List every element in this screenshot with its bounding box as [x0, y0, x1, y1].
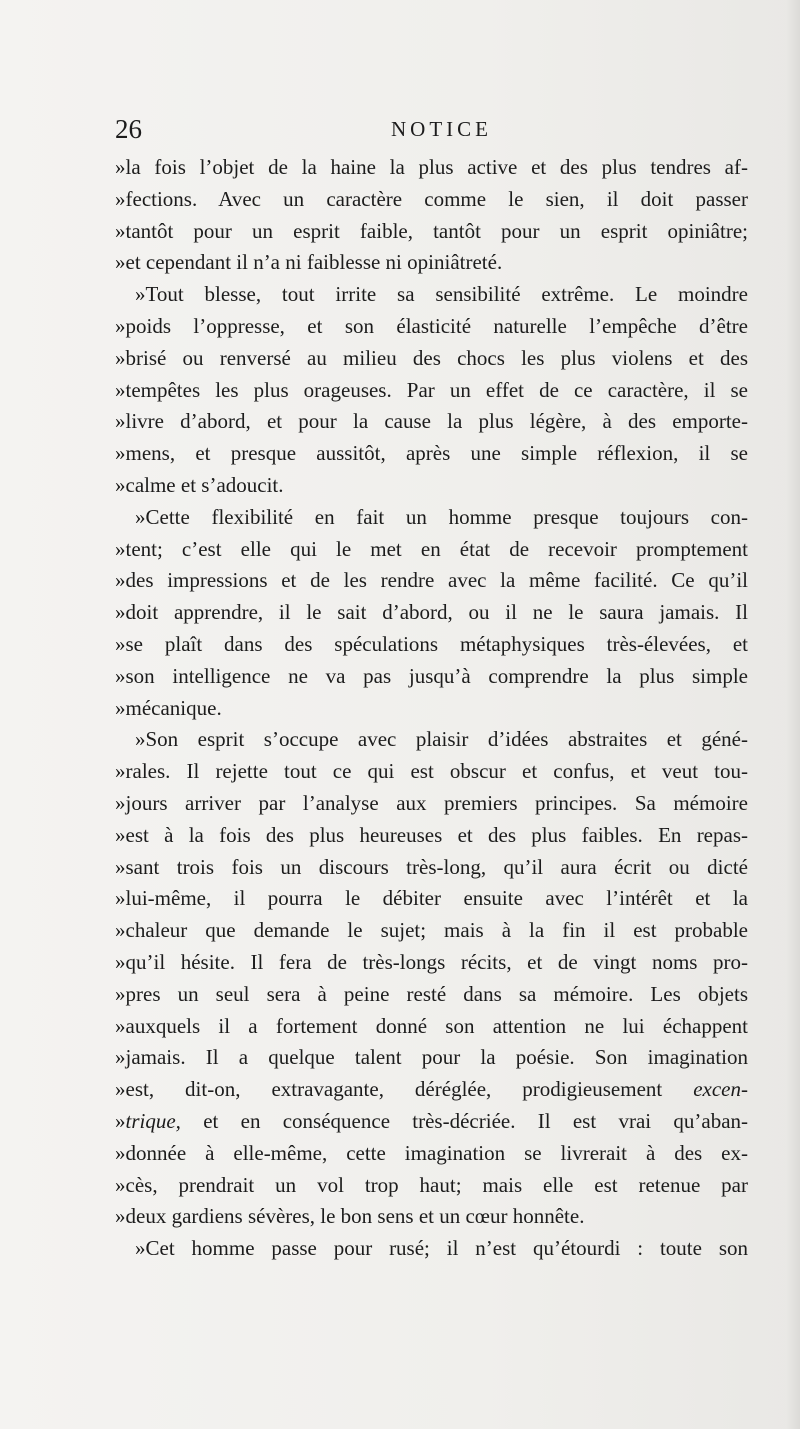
text-line: »brisé ou renversé au milieu des chocs les plus violens et des	[115, 345, 748, 370]
paragraph-start-line: »Tout blesse, tout irrite sa sensibilité extrême. Le moindre	[135, 282, 748, 307]
italic-word: excen-	[693, 1077, 748, 1102]
text-line: »auxquels il a fortement donné son attention ne lui échappent	[115, 1013, 748, 1038]
text-line: »doit apprendre, il le sait d’abord, ou il ne le saura jamais. Il	[115, 600, 748, 625]
text-line: »poids l’oppresse, et son élasticité naturelle l’empêche d’être	[115, 313, 748, 338]
text-line: »donnée à elle-même, cette imagination se livrerait à des ex-	[115, 1140, 748, 1165]
text-line: »tempêtes les plus orageuses. Par un effet de ce caractère, il se	[115, 377, 748, 402]
text-fragment: et en conséquence très-décriée. Il est vrai qu’aban-	[203, 1108, 748, 1133]
text-line: »sant trois fois un discours très-long, qu’il aura écrit ou dicté	[115, 854, 748, 879]
text-line: »chaleur que demande le sujet; mais à la fin il est probable	[115, 918, 748, 943]
page-edge-shadow	[786, 0, 800, 1429]
paragraph-start-line: »Son esprit s’occupe avec plaisir d’idées abstraites et géné-	[135, 727, 748, 752]
text-line: »son intelligence ne va pas jusqu’à comprendre la plus simple	[115, 663, 748, 688]
text-line: »cès, prendrait un vol trop haut; mais elle est retenue par	[115, 1172, 748, 1197]
text-line: »jamais. Il a quelque talent pour la poésie. Son imagination	[115, 1045, 748, 1070]
text-line: »est à la fois des plus heureuses et des plus faibles. En repas-	[115, 822, 748, 847]
body-text	[115, 152, 748, 1265]
text-line: »des impressions et de les rendre avec la même facilité. Ce qu’il	[115, 568, 748, 593]
paragraph-start-line: »Cet homme passe pour rusé; il n’est qu’étourdi : toute son	[135, 1236, 748, 1261]
text-line: »se plaît dans des spéculations métaphysiques très-élevées, et	[115, 631, 748, 656]
text-line: »livre d’abord, et pour la cause la plus légère, à des emporte-	[115, 409, 748, 434]
text-line: »qu’il hésite. Il fera de très-longs récits, et de vingt noms pro-	[115, 949, 748, 974]
running-head: NOTICE	[391, 117, 492, 141]
text-fragment: »	[115, 1108, 126, 1133]
text-line: »tent; c’est elle qui le met en état de recevoir promptement	[115, 536, 748, 561]
text-line: »la fois l’objet de la haine la plus active et des plus tendres af-	[115, 155, 748, 179]
text-line: »lui-même, il pourra le débiter ensuite avec l’intérêt et la	[115, 886, 748, 911]
text-line: »tantôt pour un esprit faible, tantôt pour un esprit opiniâtre;	[115, 218, 748, 243]
text-line: »rales. Il rejette tout ce qui est obscur et confus, et veut tou-	[115, 759, 748, 784]
paragraph-start-line: »Cette flexibilité en fait un homme presque toujours con-	[135, 504, 748, 529]
page-number: 26	[115, 114, 142, 144]
text-line: »pres un seul sera à peine resté dans sa mémoire. Les objets	[115, 981, 748, 1006]
text-line: »mens, et presque aussitôt, après une simple réflexion, il se	[115, 441, 748, 466]
text-line: »et cependant il n’a ni faiblesse ni opiniâtreté.	[115, 250, 503, 275]
text-line: »calme et s’adoucit.	[115, 472, 284, 497]
text-line-with-italic	[115, 1106, 748, 1138]
text-line: »jours arriver par l’analyse aux premiers principes. Sa mémoire	[115, 790, 748, 815]
text-line: »mécanique.	[115, 695, 222, 720]
text-fragment: »est, dit-on, extravagante, déréglée, prodigieusement	[115, 1077, 663, 1102]
italic-word: trique,	[125, 1108, 181, 1133]
text-line-with-italic	[115, 1074, 748, 1106]
text-line: »deux gardiens sévères, le bon sens et un cœur honnête.	[115, 1204, 585, 1229]
text-line: »fections. Avec un caractère comme le sien, il doit passer	[115, 186, 748, 211]
page-header	[115, 112, 748, 146]
